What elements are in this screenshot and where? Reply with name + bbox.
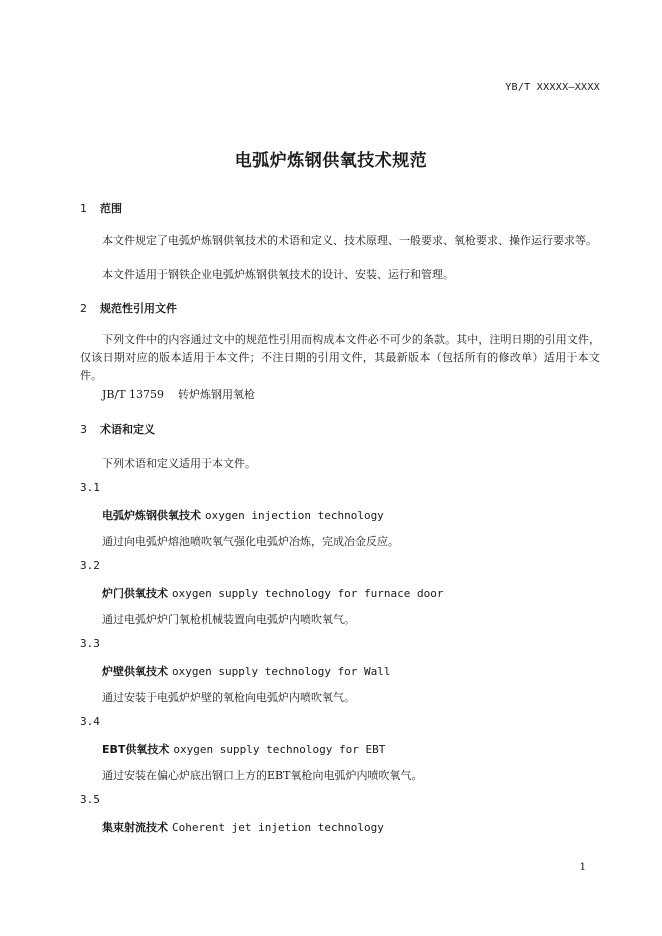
section-title: 规范性引用文件 (100, 302, 177, 315)
term-en: Coherent jet injetion technology (172, 821, 384, 834)
reference-title: 转炉炼钢用氧枪 (178, 388, 256, 401)
section-title: 范围 (100, 202, 122, 215)
reference-code: JB/T 13759 (102, 388, 165, 401)
term-en: oxygen supply technology for Wall (172, 665, 391, 678)
term-number: 3.1 (80, 481, 100, 494)
document-title: 电弧炉炼钢供氧技术规范 (234, 151, 428, 171)
term-definition: 通过电弧炉炉门氧枪机械装置向电弧炉内喷吹氧气。 (102, 613, 355, 626)
reference-item (102, 386, 255, 402)
terms-intro: 下列术语和定义适用于本文件。 (102, 457, 256, 470)
section-2-heading (80, 300, 177, 316)
term-zh: 炉壁供氧技术 (102, 665, 168, 678)
term-definition: 通过安装于电弧炉炉壁的氧枪向电弧炉内喷吹氧气。 (102, 691, 355, 704)
section-3-heading (80, 421, 155, 437)
term-heading (102, 741, 385, 757)
scope-paragraph-1: 本文件规定了电弧炉炼钢供氧技术的术语和定义、技术原理、一般要求、氧枪要求、操作运行要求等。 (102, 234, 597, 247)
section-1-heading (80, 200, 122, 216)
term-heading (102, 585, 444, 601)
term-zh: 电弧炉炼钢供氧技术 (102, 509, 201, 522)
term-heading (102, 663, 391, 679)
section-number: 3 (80, 423, 87, 436)
term-number: 3.4 (80, 715, 100, 728)
section-title: 术语和定义 (100, 423, 155, 436)
term-number: 3.3 (80, 637, 100, 650)
page-number: 1 (579, 862, 586, 873)
section-number: 2 (80, 302, 87, 315)
scope-paragraph-2: 本文件适用于钢铁企业电弧炉炼钢供氧技术的设计、安装、运行和管理。 (102, 268, 454, 281)
term-en: oxygen injection technology (205, 509, 384, 522)
section-number: 1 (80, 202, 87, 215)
term-number: 3.5 (80, 793, 100, 806)
term-zh: 集束射流技术 (102, 821, 168, 834)
references-paragraph: 下列文件中的内容通过文中的规范性引用而构成本文件必不可少的条款。其中，注明日期的引用文件，仅该日期对应的版本适用于本文件；不注日期的引用文件，其最新版本（包括所有的修改单）适用于本文件。 (80, 333, 600, 382)
term-zh: 炉门供氧技术 (102, 587, 168, 600)
term-en: oxygen supply technology for furnace door (172, 587, 444, 600)
term-heading (102, 507, 384, 523)
term-zh: EBT供氧技术 (102, 743, 170, 756)
term-definition: 通过安装在偏心炉底出钢口上方的EBT氧枪向电弧炉内喷吹氧气。 (102, 769, 423, 782)
term-definition: 通过向电弧炉熔池喷吹氧气强化电弧炉冶炼，完成冶金反应。 (102, 535, 399, 548)
term-heading (102, 819, 384, 835)
term-en: oxygen supply technology for EBT (173, 743, 386, 756)
standard-code: YB/T XXXXX—XXXX (505, 82, 600, 93)
term-number: 3.2 (80, 559, 100, 572)
